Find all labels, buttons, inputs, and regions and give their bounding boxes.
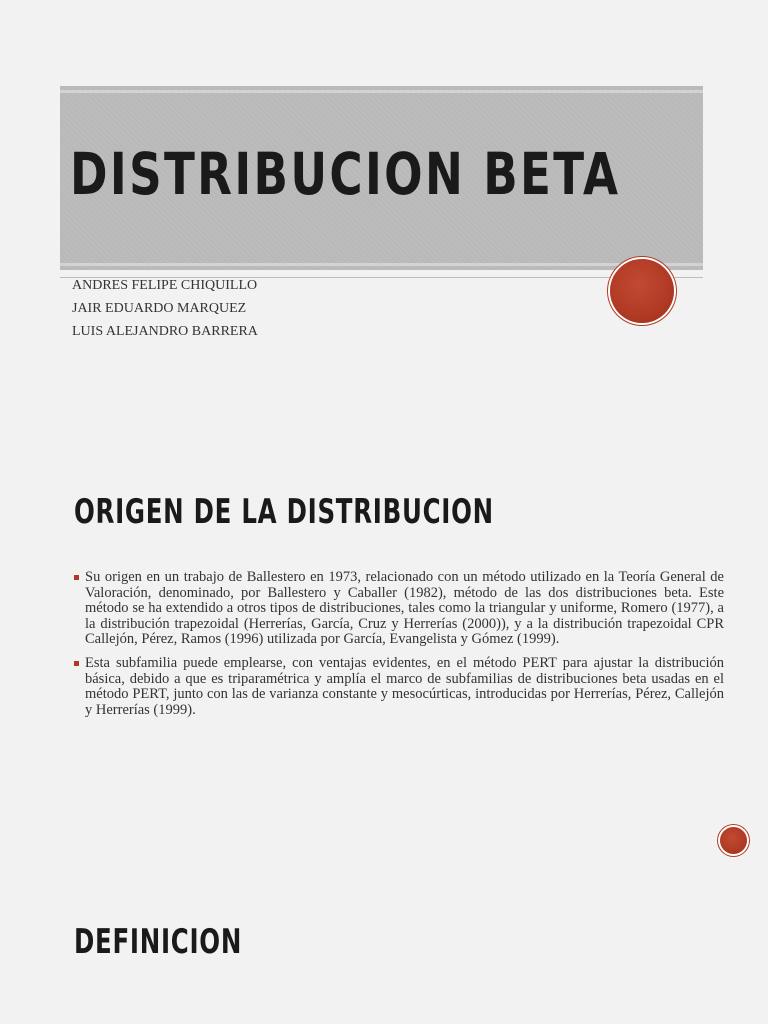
title-slide (0, 0, 768, 400)
author-name: JAIR EDUARDO MARQUEZ (72, 301, 247, 316)
section-heading-definicion: DEFINICION (74, 922, 243, 962)
banner-top-rule (60, 90, 703, 93)
banner-bottom-rule (60, 263, 703, 266)
bullet-square-icon (74, 661, 79, 666)
presentation-title: DISTRIBUCION BETA (70, 140, 621, 208)
section-heading-origen: ORIGEN DE LA DISTRIBUCION (74, 492, 494, 532)
bullet-text: Esta subfamilia puede emplearse, con ventajas evidentes, en el método PERT para ajustar la distribución básica, debido a que es triparamétrica y amplía el marco de subfamilias de distribuciones beta usadas en el método PERT, junto con las de varianza constante y mesocúrticas, introducidas por Herrerías, Pérez, Callejón y Herrerías (1999). (85, 654, 724, 718)
bullet-list (74, 570, 724, 726)
bullet-text: Su origen en un trabajo de Ballestero en 1973, relacionado con un método utilizado en la Teoría General de Valoración, denominado, por Ballestero y Caballer (1982), método de las dos distribuciones beta. Este método se ha extendido a otros tipos de distribuciones, tales como la triangular y uniforme, Romero (1977), a la distribución trapezoidal (Herrerías, García, Cruz y Herrerías (2000)), y a la distribución trapezoidal CPR Callejón, Pérez, Ramos (1996) utilizada por García, Evangelista y Gómez (1999). (85, 569, 724, 648)
bullet-square-icon (74, 575, 79, 580)
bullet-item (74, 570, 724, 648)
author-list (72, 274, 258, 343)
bullet-item (74, 656, 724, 718)
author-name: LUIS ALEJANDRO BARRERA (72, 324, 258, 339)
red-circle-icon (720, 827, 747, 854)
author-name: ANDRES FELIPE CHIQUILLO (72, 278, 258, 293)
title-banner (60, 86, 703, 270)
red-circle-icon (610, 259, 674, 323)
